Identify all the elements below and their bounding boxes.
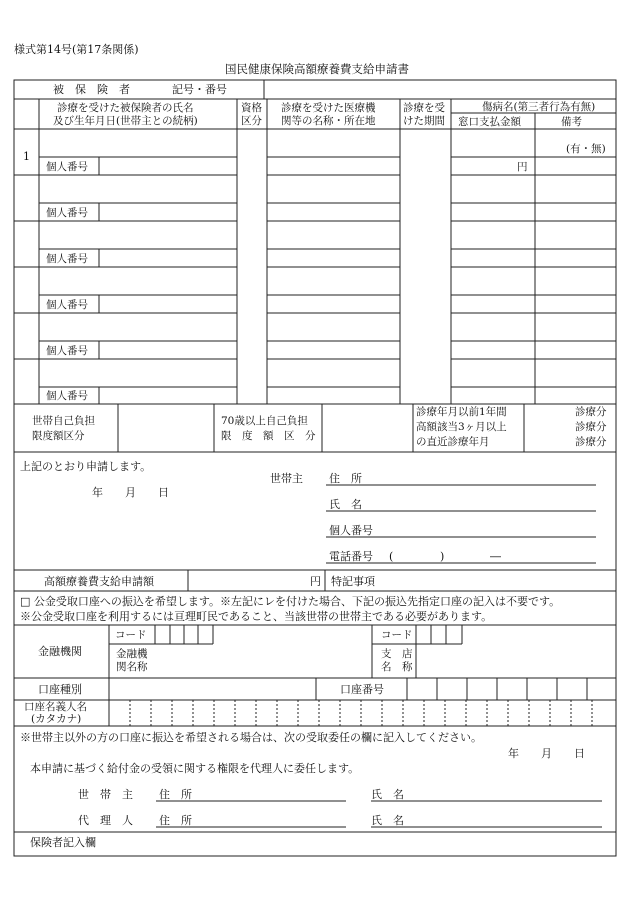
household-limit-line1: 世帯自己負担 (32, 415, 95, 427)
over70-limit-line1: 70歳以上自己負担 (221, 415, 308, 427)
account-holder-line2: (カタカナ) (31, 713, 82, 725)
month-unit-2: 診療分 (575, 421, 607, 433)
agent-label: 代 理 人 (78, 814, 133, 827)
col-qualification-line1: 資格 (241, 102, 262, 114)
insurer-field-label: 保険者記入欄 (30, 836, 96, 849)
householder-label: 世帯主 (270, 472, 303, 485)
applicant-personal-number-field[interactable] (390, 524, 596, 537)
personal-number-label: 個人番号 (46, 207, 88, 219)
phone-close-paren: ) (440, 550, 445, 563)
name-label: 氏 名 (329, 498, 362, 511)
account-holder-field[interactable] (110, 701, 615, 725)
amount-label: 高額療養費支給申請額 (44, 575, 154, 588)
delegation-householder-address-label: 住 所 (159, 788, 192, 801)
amount-yen-unit: 円 (310, 575, 321, 588)
applicant-personal-number-label: 個人番号 (329, 524, 373, 537)
patient-name-field[interactable] (40, 130, 236, 156)
delegation-date[interactable]: 年 月 日 (508, 747, 585, 760)
branch-name-line1: 支 店 (381, 648, 413, 660)
personal-number-label: 個人番号 (46, 345, 88, 357)
col-institution-line2: 関等の名称・所在地 (281, 115, 376, 127)
col-institution-line1: 診療を受けた医療機 (281, 102, 376, 114)
symbol-number-field[interactable] (265, 81, 615, 98)
household-limit-line2: 限度額区分 (32, 430, 85, 442)
col-period-line2: けた期間 (403, 115, 445, 127)
personal-number-label: 個人番号 (46, 390, 88, 402)
month-unit-1: 診療分 (575, 406, 607, 418)
agent-name-label: 氏 名 (371, 814, 404, 827)
bank-name-line1: 金融機 (116, 648, 148, 660)
delegation-note: ※世帯主以外の方の口座に振込を希望される場合は、次の受取委任の欄に記入してください。 (20, 731, 482, 744)
amount-field[interactable] (189, 571, 309, 590)
col-remarks: 備考 (561, 116, 582, 128)
delegation-householder-address-field[interactable] (200, 788, 346, 801)
delegation-householder-name-field[interactable] (410, 788, 602, 801)
bank-name-field[interactable] (156, 645, 371, 677)
account-holder-line1: 口座名義人名 (24, 701, 87, 713)
account-type-label: 口座種別 (38, 683, 82, 696)
col-window-payment: 窓口支払金額 (458, 116, 521, 128)
recent-months-line1: 診療年月以前1年間 (416, 406, 507, 418)
phone-label: 電話番号 (329, 550, 373, 563)
application-date[interactable]: 年 月 日 (92, 486, 169, 499)
bank-institution-label: 金融機関 (38, 645, 82, 658)
col-period-line1: 診療を受 (403, 102, 445, 114)
delegation-householder-label: 世 帯 主 (78, 788, 133, 801)
bank-code-label: コード (115, 629, 147, 641)
branch-name-line2: 名 称 (381, 661, 413, 673)
personal-number-field[interactable] (100, 158, 236, 174)
col-patient-line2: 及び生年月日(世帯主との続柄) (53, 115, 198, 127)
personal-number-label: 個人番号 (46, 299, 88, 311)
recent-months-line3: の直近診療年月 (416, 436, 490, 448)
agent-name-field[interactable] (410, 814, 602, 827)
col-patient-line1: 診療を受けた被保険者の氏名 (57, 102, 194, 114)
branch-name-field[interactable] (417, 645, 615, 677)
phone-dash: ― (490, 550, 501, 563)
col-disease: 傷病名(第三者行為有無) (482, 101, 596, 113)
bank-name-line2: 関名称 (116, 661, 148, 673)
delegation-householder-name-label: 氏 名 (371, 788, 404, 801)
address-field[interactable] (370, 472, 596, 485)
address-label: 住 所 (329, 472, 362, 485)
form-title: 国民健康保険高額療養費支給申請書 (225, 62, 409, 76)
public-account-requirement: ※公金受取口座を利用するには亘理町民であること、当該世帯の世帯主である必要があります。 (20, 610, 493, 623)
agent-address-label: 住 所 (159, 814, 192, 827)
insured-label: 被 保 険 者 (53, 83, 130, 96)
symbol-number-label: 記号・番号 (172, 83, 227, 96)
name-field[interactable] (370, 498, 596, 511)
account-type-field[interactable] (110, 679, 315, 699)
col-qualification-line2: 区分 (241, 115, 262, 127)
recent-months-line2: 高額該当3ヶ月以上 (416, 421, 507, 433)
special-notes-label: 特記事項 (331, 575, 375, 588)
personal-number-label: 個人番号 (46, 161, 88, 173)
phone-open-paren: ( (389, 550, 394, 563)
over70-limit-line2: 限 度 額 区 分 (221, 430, 316, 442)
delegation-statement: 本申請に基づく給付金の受領に関する権限を代理人に委任します。 (30, 762, 360, 775)
month-unit-3: 診療分 (575, 436, 607, 448)
application-statement: 上記のとおり申請します。 (20, 460, 152, 473)
public-account-checkbox-notice[interactable]: □ 公金受取口座への振込を希望します。※左記にレを付けた場合、下記の振込先指定口座の記入は不要です。 (20, 595, 561, 608)
personal-number-label: 個人番号 (46, 253, 88, 265)
institution-field[interactable] (268, 130, 399, 174)
third-party-choice[interactable]: (有・無) (566, 143, 606, 155)
phone-field[interactable] (396, 550, 596, 563)
form-number: 様式第14号(第17条関係) (14, 43, 139, 56)
branch-code-label: コード (381, 629, 413, 641)
account-number-field[interactable] (408, 679, 615, 699)
yen-unit: 円 (517, 161, 528, 173)
row-index: 1 (23, 150, 30, 163)
agent-address-field[interactable] (200, 814, 346, 827)
account-number-label: 口座番号 (340, 683, 384, 696)
